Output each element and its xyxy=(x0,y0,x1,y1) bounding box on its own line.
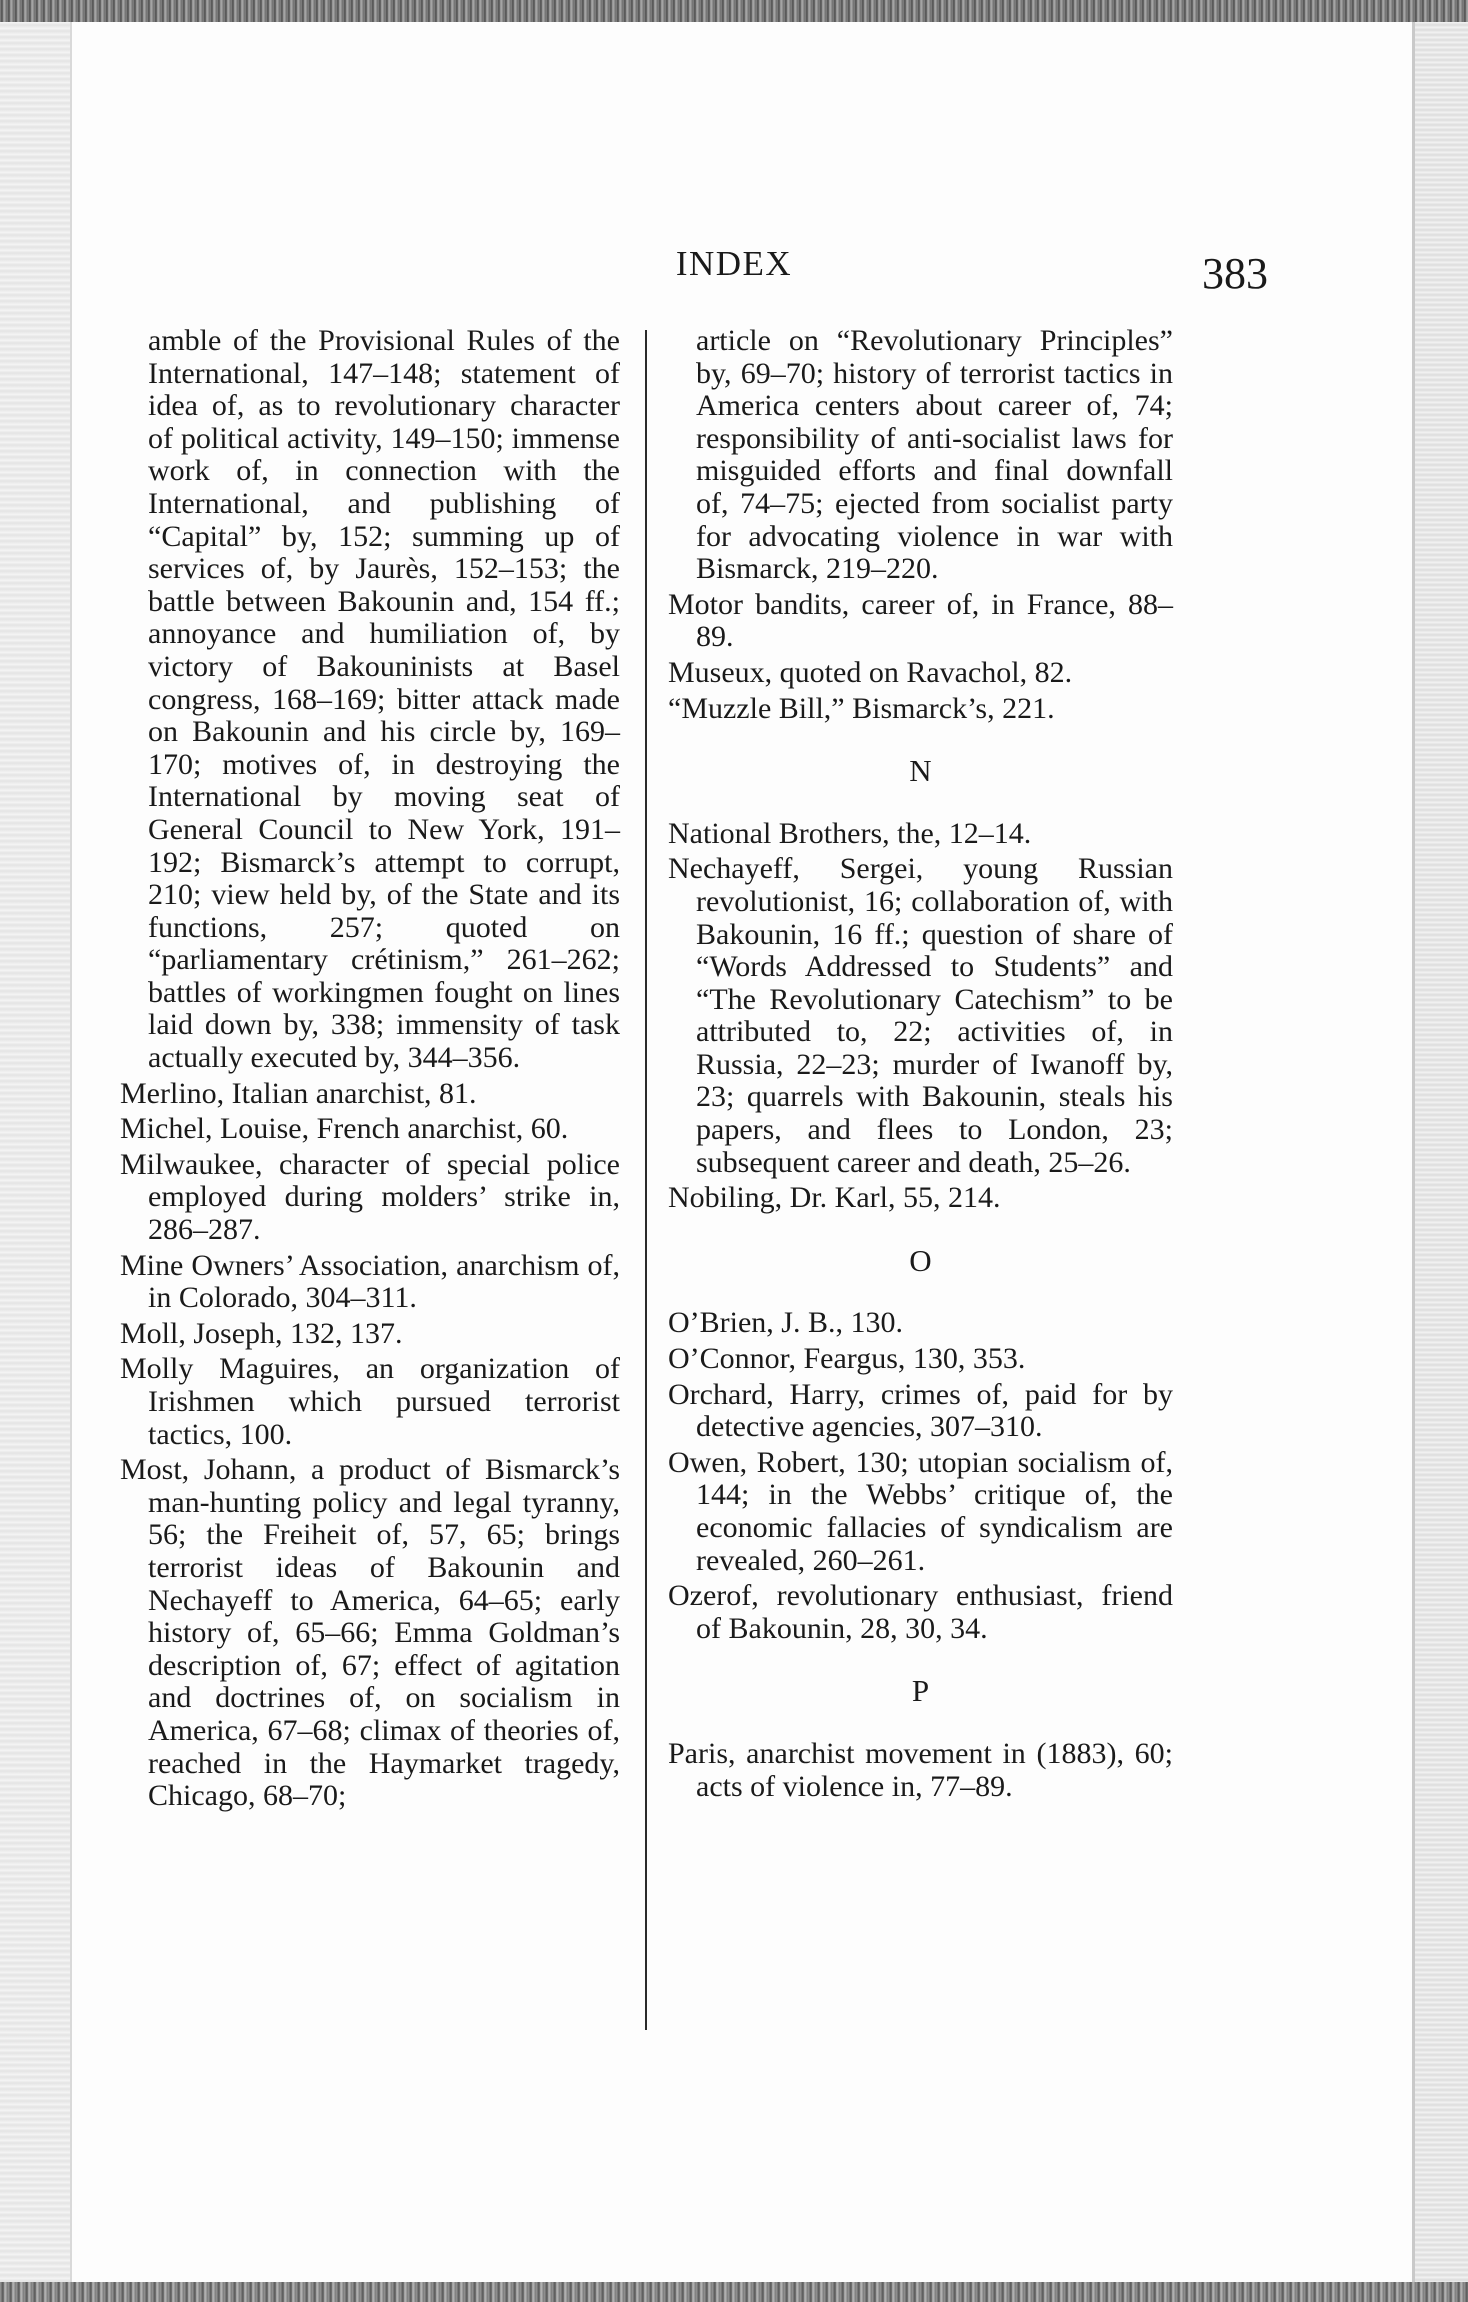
index-column-right xyxy=(668,325,1173,1806)
index-entry: Motor bandits, career of, in France, 88–89. xyxy=(668,587,1173,654)
index-entry: Merlino, Italian anarchist, 81. xyxy=(120,1076,477,1110)
index-entry: Nobiling, Dr. Karl, 55, 214. xyxy=(668,1181,1001,1215)
index-entry: O’Brien, J. B., 130. xyxy=(668,1306,903,1340)
column-divider xyxy=(645,330,647,2030)
page-number: 383 xyxy=(1202,249,1268,298)
index-entry: Mine Owners’ Association, anarchism of, in Colorado, 304–311. xyxy=(120,1248,620,1315)
index-entry-continuation: amble of the Provisional Rules of the International, 147–148; statement of idea of, as to revolutionary character of political activity, 149–150; immense work of, in connection with the International, and publishing of “Capital” by, 152; summing up of services of, by Jaurès, 152–153; the battle between Bakounin and, 154 ff.; annoyance and humiliation of, by victory of Bakouninists at Basel congress, 168–169; bitter attack made on Bakounin and his circle by, 169–170; motives of, in destroying the International by moving seat of General Council to New York, 191–192; Bismarck’s attempt to corrupt, 210; view held by, of the State and its functions, 257; quoted on “parliamentary crétinism,” 261–262; battles of workingmen fought on lines laid down by, 338; immensity of task actually executed by, 344–356. xyxy=(148,324,620,1075)
section-letter-o: O xyxy=(909,1242,932,1278)
page-title: INDEX xyxy=(675,244,793,283)
index-entry: Museux, quoted on Ravachol, 82. xyxy=(668,655,1073,689)
index-column-left xyxy=(120,325,620,1816)
index-entry: Paris, anarchist movement in (1883), 60; acts of violence in, 77–89. xyxy=(668,1736,1173,1803)
index-entry: Orchard, Harry, crimes of, paid for by detective agencies, 307–310. xyxy=(668,1377,1173,1444)
index-entry: Molly Maguires, an organization of Irishmen which pursued terrorist tactics, 100. xyxy=(120,1352,620,1451)
index-entry: Ozerof, revolutionary enthusiast, friend of Bakounin, 28, 30, 34. xyxy=(668,1579,1173,1645)
index-entry: O’Connor, Feargus, 130, 353. xyxy=(668,1342,1026,1376)
running-head xyxy=(120,244,1348,304)
scan-edge-bottom xyxy=(0,2282,1468,2302)
index-entry: National Brothers, the, 12–14. xyxy=(668,816,1032,850)
index-entry: Nechayeff, Sergei, young Russian revolutionist, 16; collaboration of, with Bakounin, 16 ff.; question of share of “Words Addressed to Students” and “The Revolutionary Catechism” to be attributed to, 22; activities of, in Russia, 22–23; murder of Iwanoff by, 23; quarrels with Bakounin, steals his papers, and flees to London, 23; subsequent career and death, 25–26. xyxy=(668,852,1173,1179)
index-entry: Most, Johann, a product of Bismarck’s man-hunting policy and legal tyranny, 56; the Freiheit of, 57, 65; brings terrorist ideas of Bakounin and Nechayeff to America, 64–65; early history of, 65–66; Emma Goldman’s description of, 67; effect of agitation and doctrines of, on socialism in America, 67–68; climax of theories of, reached in the Haymarket tragedy, Chicago, 68–70; xyxy=(120,1453,620,1813)
scan-margin-right xyxy=(1413,0,1468,2302)
index-entry: Milwaukee, character of special police employed during molders’ strike in, 286–287. xyxy=(120,1147,620,1247)
index-entry: Moll, Joseph, 132, 137. xyxy=(120,1316,403,1350)
index-entry: “Muzzle Bill,” Bismarck’s, 221. xyxy=(668,691,1055,725)
scan-edge-top xyxy=(0,0,1468,22)
section-letter-n: N xyxy=(909,753,932,789)
scan-margin-left xyxy=(0,0,70,2302)
index-entry: Michel, Louise, French anarchist, 60. xyxy=(120,1112,569,1146)
index-entry: Owen, Robert, 130; utopian socialism of, 144; in the Webbs’ critique of, the economic fallacies of syndicalism are revealed, 260–261. xyxy=(668,1445,1173,1577)
section-letter-p: P xyxy=(911,1673,930,1709)
index-entry-continuation: article on “Revolutionary Principles” by, 69–70; history of terrorist tactics in America centers about career of, 74; responsibility of anti-socialist laws for misguided efforts and final downfall of, 74–75; ejected from socialist party for advocating violence in war with Bismarck, 219–220. xyxy=(696,324,1173,586)
